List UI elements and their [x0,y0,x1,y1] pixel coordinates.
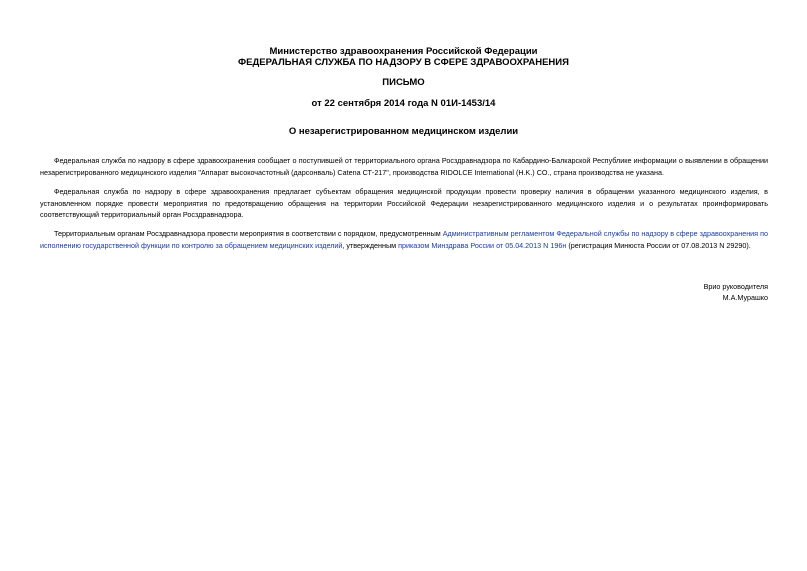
paragraph-2: Федеральная служба по надзору в сфере здравоохранения предлагает субъектам обращения медицинской продукции провести проверку наличия в обращении указанного медицинского изделия, в установленном порядке провести мероприятия по предотвращению обращения на территории Российской Федерации незарегистрированного медицинского изделия и о результатах проинформировать соответствующий территориальный орган Росздравнадзора. [40,187,768,219]
order-link[interactable]: приказом Минздрава России от 05.04.2013 N 196н [398,240,567,250]
service-title: ФЕДЕРАЛЬНАЯ СЛУЖБА ПО НАДЗОРУ В СФЕРЕ ЗДРАВООХРАНЕНИЯ [238,57,569,68]
signature-name: М.А.Мурашко [722,293,768,302]
document-date-number: от 22 сентября 2014 года N 01И-1453/14 [311,98,496,109]
regulation-link[interactable]: Административным регламентом Федеральной службы по надзору в сфере здравоохранения по исполнению государственной функции по контролю за обращением медицинских изделий [40,229,768,250]
paragraph-3-text-start: Территориальным органам Росздравнадзора провести мероприятия в соответствии с порядком, предусмотренным [54,229,443,238]
paragraph-3-text-middle: , утвержденным [342,240,399,250]
paragraph-3 [40,228,768,251]
paragraph-3-text-end: (регистрация Минюста России от 07.08.2013 N 29290). [566,240,751,250]
document-subject: О незарегистрированном медицинском изделии [288,126,519,137]
paragraph-1: Федеральная служба по надзору в сфере здравоохранения сообщает о поступившей от территориального органа Росздравнадзора по Кабардино-Балкарской Республике информации о выявлении в обращении незарегистрированного медицинского изделия "Аппарат высокочастотный (дарсонваль) Catena СТ-217", производства RIDOLCE International (H.K.) CO., страна производства не указана. [40,156,768,177]
ministry-title: Министерство здравоохранения Российской Федерации [269,46,538,57]
signature-position: Врио руководителя [703,282,768,291]
document-type: ПИСЬМО [382,77,425,88]
